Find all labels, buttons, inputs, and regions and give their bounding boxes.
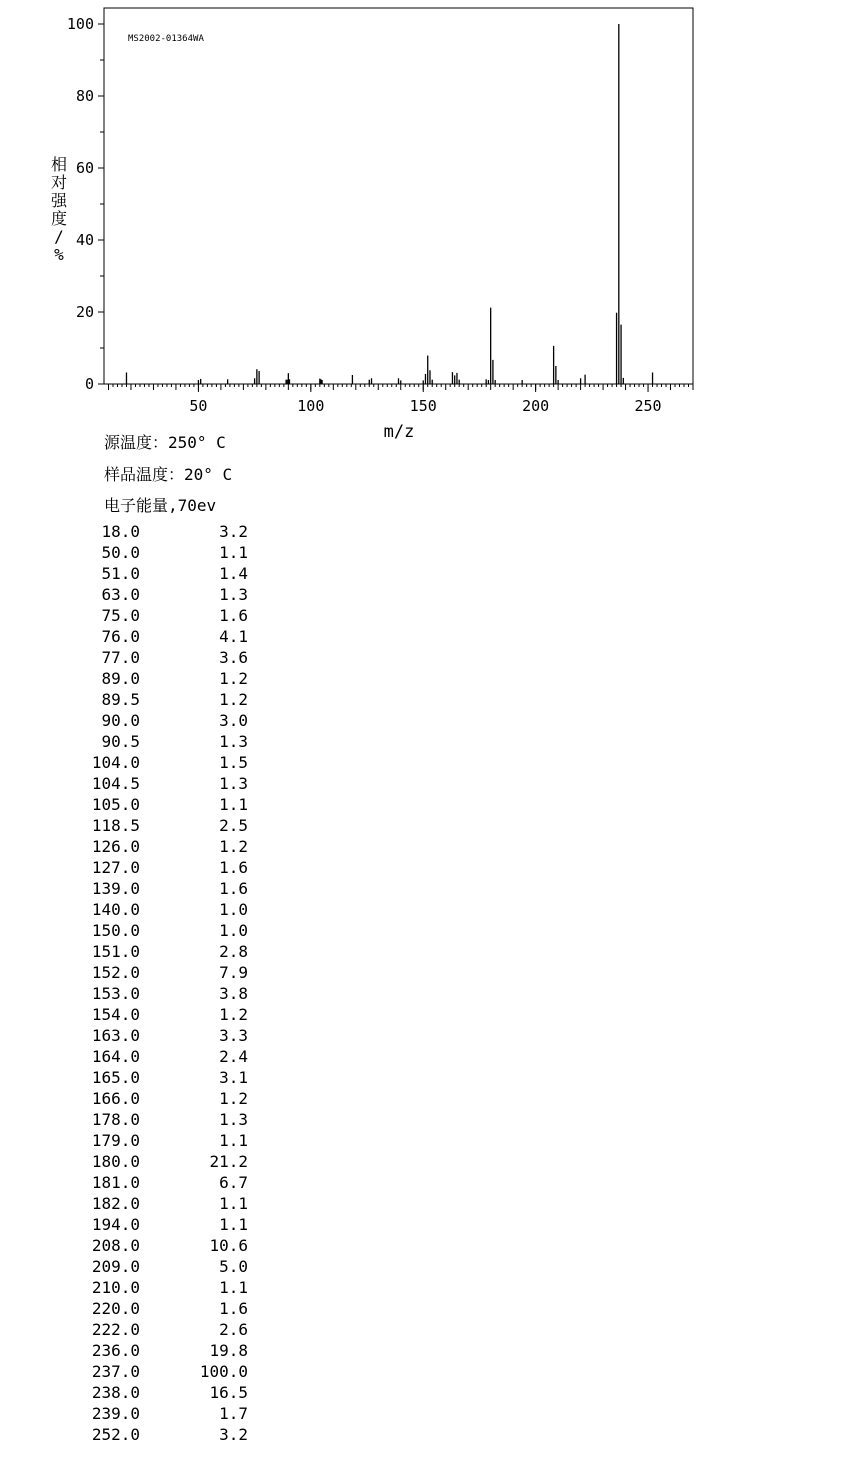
peak-abundance: 3.1 (219, 1068, 248, 1087)
peak-abundance: 1.3 (219, 1110, 248, 1129)
peak-abundance: 100.0 (199, 1362, 248, 1381)
peak-mz: 180.0 (91, 1152, 140, 1171)
peak-abundance: 1.2 (219, 837, 248, 856)
peak-row (80, 689, 280, 710)
peak-row (80, 710, 280, 731)
peak-mz: 75.0 (101, 606, 140, 625)
peak-mz: 77.0 (101, 648, 140, 667)
peak-abundance: 1.6 (219, 606, 248, 625)
peak-row (80, 1424, 280, 1445)
peak-abundance: 3.0 (219, 711, 248, 730)
peak-row (80, 794, 280, 815)
peak-row (80, 962, 280, 983)
peak-mz: 179.0 (91, 1131, 140, 1150)
peak-row (80, 563, 280, 584)
peak-abundance: 1.2 (219, 669, 248, 688)
peak-row (80, 941, 280, 962)
peak-mz: 178.0 (91, 1110, 140, 1129)
x-axis-ticks (108, 384, 693, 415)
peak-mz: 182.0 (91, 1194, 140, 1213)
peak-row (80, 605, 280, 626)
plot-frame (104, 8, 693, 384)
peak-abundance: 1.0 (219, 921, 248, 940)
peak-abundance: 2.4 (219, 1047, 248, 1066)
peak-row (80, 731, 280, 752)
peak-abundance: 1.1 (219, 543, 248, 562)
peak-mz: 236.0 (91, 1341, 140, 1360)
peak-abundance: 3.8 (219, 984, 248, 1003)
peak-mz: 220.0 (91, 1299, 140, 1318)
peak-abundance: 1.2 (219, 690, 248, 709)
y-axis-label: 相对强度/ % (50, 155, 68, 264)
peak-row (80, 1193, 280, 1214)
peak-mz: 104.5 (91, 774, 140, 793)
sample-temperature: 样品温度：20° C (104, 465, 233, 484)
y-axis-ticks (67, 15, 104, 393)
peak-abundance: 1.6 (219, 879, 248, 898)
peak-row (80, 1088, 280, 1109)
peak-row (80, 878, 280, 899)
peak-mz: 63.0 (101, 585, 140, 604)
y-tick-label: 100 (66, 15, 94, 33)
peak-row (80, 1046, 280, 1067)
peak-row (80, 668, 280, 689)
peak-mz: 118.5 (91, 816, 140, 835)
peak-mz: 89.0 (101, 669, 140, 688)
peak-row (80, 1298, 280, 1319)
peak-mz: 140.0 (91, 900, 140, 919)
peak-mz: 139.0 (91, 879, 140, 898)
peak-row (80, 1319, 280, 1340)
peak-mz: 252.0 (91, 1425, 140, 1444)
peak-mz: 126.0 (91, 837, 140, 856)
peak-mz: 210.0 (91, 1278, 140, 1297)
peak-row (80, 1256, 280, 1277)
peak-abundance: 2.5 (219, 816, 248, 835)
peak-row (80, 1025, 280, 1046)
x-tick-label: 250 (634, 397, 662, 415)
peak-abundance: 3.2 (219, 522, 248, 541)
electron-energy: 电子能量,70ev (104, 496, 217, 515)
peak-abundance: 2.8 (219, 942, 248, 961)
peak-abundance: 1.4 (219, 564, 248, 583)
peak-mz: 127.0 (91, 858, 140, 877)
y-tick-label: 0 (84, 375, 94, 393)
peak-abundance: 10.6 (209, 1236, 248, 1255)
peak-row (80, 1214, 280, 1235)
peak-row (80, 542, 280, 563)
y-tick-label: 80 (75, 87, 94, 105)
peak-abundance: 3.3 (219, 1026, 248, 1045)
peak-abundance: 1.3 (219, 732, 248, 751)
peak-row (80, 899, 280, 920)
peak-mz: 18.0 (101, 522, 140, 541)
peak-row (80, 1151, 280, 1172)
peak-row (80, 1004, 280, 1025)
peak-abundance: 1.6 (219, 1299, 248, 1318)
peak-row (80, 1172, 280, 1193)
peak-abundance: 1.3 (219, 774, 248, 793)
peak-abundance: 1.1 (219, 795, 248, 814)
peak-row (80, 647, 280, 668)
x-tick-label: 50 (189, 397, 208, 415)
x-axis-label: m/z (383, 422, 415, 442)
peak-row (80, 836, 280, 857)
peak-mz: 76.0 (101, 627, 140, 646)
peak-row (80, 857, 280, 878)
peak-abundance: 16.5 (209, 1383, 248, 1402)
peak-mz: 166.0 (91, 1089, 140, 1108)
peak-row (80, 815, 280, 836)
peak-abundance: 1.3 (219, 585, 248, 604)
peak-row (80, 521, 280, 542)
peak-abundance: 1.1 (219, 1194, 248, 1213)
y-tick-label: 60 (75, 159, 94, 177)
peak-abundance: 1.1 (219, 1278, 248, 1297)
peak-row (80, 626, 280, 647)
peak-mz: 105.0 (91, 795, 140, 814)
mass-spectrum-chart (0, 0, 850, 450)
y-tick-label: 40 (75, 231, 94, 249)
peak-mz: 51.0 (101, 564, 140, 583)
peak-abundance: 5.0 (219, 1257, 248, 1276)
peak-abundance: 1.1 (219, 1131, 248, 1150)
peak-row (80, 752, 280, 773)
peak-mz: 165.0 (91, 1068, 140, 1087)
peak-row (80, 1109, 280, 1130)
x-tick-label: 150 (409, 397, 437, 415)
x-tick-label: 100 (297, 397, 325, 415)
peak-mz: 50.0 (101, 543, 140, 562)
peak-mz: 153.0 (91, 984, 140, 1003)
peak-mz: 154.0 (91, 1005, 140, 1024)
peak-mz: 163.0 (91, 1026, 140, 1045)
peak-mz: 237.0 (91, 1362, 140, 1381)
peak-row (80, 920, 280, 941)
peak-mz: 90.5 (101, 732, 140, 751)
peak-row (80, 1361, 280, 1382)
peak-abundance: 1.6 (219, 858, 248, 877)
peak-row (80, 1403, 280, 1424)
peak-row (80, 1340, 280, 1361)
peak-row (80, 1277, 280, 1298)
peak-mz: 150.0 (91, 921, 140, 940)
peak-mz: 194.0 (91, 1215, 140, 1234)
peak-table (80, 521, 280, 1445)
peak-mz: 209.0 (91, 1257, 140, 1276)
peak-abundance: 1.0 (219, 900, 248, 919)
peak-abundance: 1.2 (219, 1089, 248, 1108)
peak-abundance: 1.1 (219, 1215, 248, 1234)
peak-abundance: 21.2 (209, 1152, 248, 1171)
peak-abundance: 1.5 (219, 753, 248, 772)
peak-row (80, 773, 280, 794)
peak-abundance: 3.2 (219, 1425, 248, 1444)
peak-row (80, 1235, 280, 1256)
x-tick-label: 200 (522, 397, 550, 415)
peak-mz: 238.0 (91, 1383, 140, 1402)
peak-mz: 152.0 (91, 963, 140, 982)
peak-abundance: 1.2 (219, 1005, 248, 1024)
peak-mz: 151.0 (91, 942, 140, 961)
peak-mz: 90.0 (101, 711, 140, 730)
peak-abundance: 2.6 (219, 1320, 248, 1339)
peak-mz: 164.0 (91, 1047, 140, 1066)
peak-row (80, 1382, 280, 1403)
peak-mz: 104.0 (91, 753, 140, 772)
y-tick-label: 20 (75, 303, 94, 321)
peak-mz: 222.0 (91, 1320, 140, 1339)
peak-mz: 239.0 (91, 1404, 140, 1423)
peak-abundance: 1.7 (219, 1404, 248, 1423)
peak-abundance: 7.9 (219, 963, 248, 982)
peak-row (80, 1067, 280, 1088)
peak-abundance: 19.8 (209, 1341, 248, 1360)
spectrum-bars (126, 24, 652, 384)
peak-abundance: 6.7 (219, 1173, 248, 1192)
peak-row (80, 584, 280, 605)
peak-mz: 89.5 (101, 690, 140, 709)
peak-abundance: 3.6 (219, 648, 248, 667)
peak-row (80, 1130, 280, 1151)
peak-abundance: 4.1 (219, 627, 248, 646)
peak-row (80, 983, 280, 1004)
peak-mz: 208.0 (91, 1236, 140, 1255)
peak-mz: 181.0 (91, 1173, 140, 1192)
source-temperature: 源温度：250° C (104, 433, 226, 452)
spectrum-code: MS2002-01364WA (128, 34, 204, 44)
